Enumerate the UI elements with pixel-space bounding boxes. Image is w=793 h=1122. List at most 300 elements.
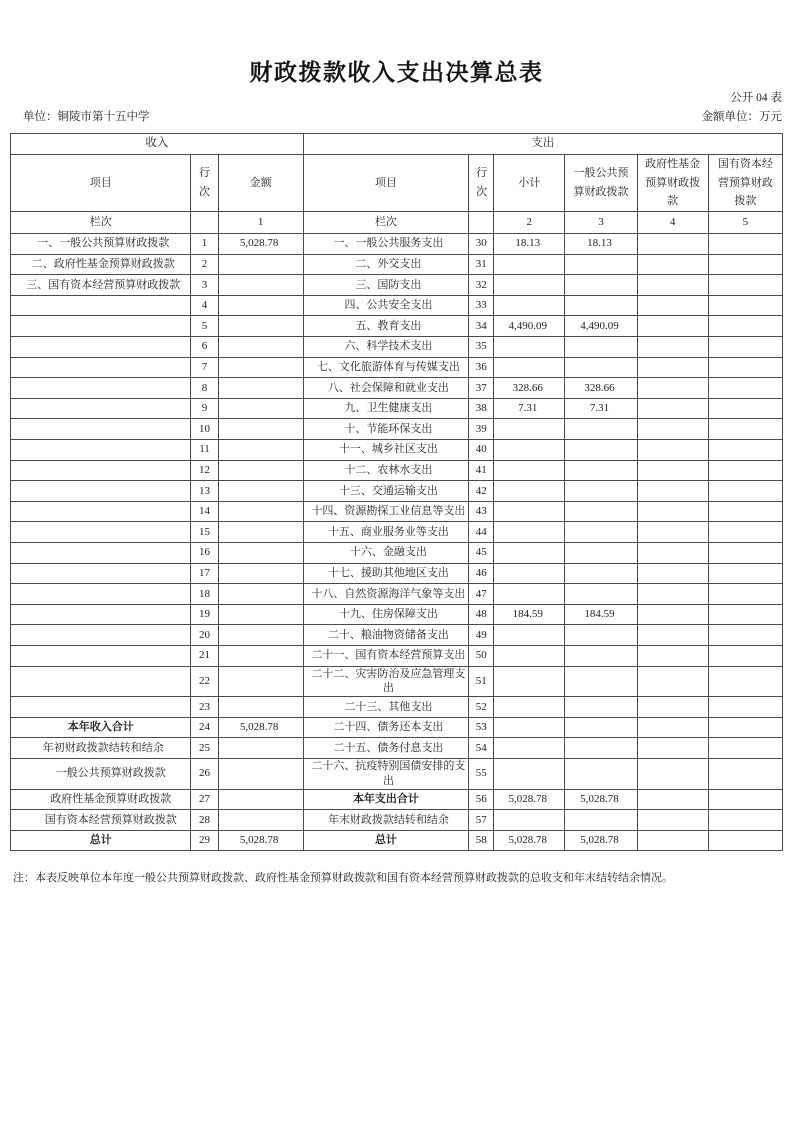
expense-govfund-cell (637, 254, 708, 275)
expense-general-cell (565, 810, 637, 831)
expense-item-cell: 五、教育支出 (303, 316, 468, 337)
income-item-cell: 年初财政拨款结转和结余 (11, 738, 191, 759)
income-line-cell: 14 (191, 501, 218, 522)
income-amount-cell (218, 563, 303, 584)
expense-subtotal-cell (494, 625, 565, 646)
income-amount-cell (218, 789, 303, 810)
income-line-cell: 27 (191, 789, 218, 810)
amount-unit-label: 金额单位：万元 (701, 111, 782, 123)
expense-general-cell: 7.31 (565, 398, 637, 419)
expense-subtotal-cell: 5,028.78 (494, 789, 565, 810)
expense-item-cell: 总计 (303, 830, 468, 851)
expense-lanci-statecap-index: 5 (708, 212, 782, 234)
income-item-cell (11, 419, 191, 440)
income-amount-cell (218, 759, 303, 790)
income-amount-cell (218, 604, 303, 625)
expense-general-cell (565, 501, 637, 522)
expense-govfund-cell (637, 563, 708, 584)
expense-govfund-cell (637, 419, 708, 440)
expense-item-cell: 十八、自然资源海洋气象等支出 (303, 584, 468, 605)
income-amount-cell (218, 440, 303, 461)
expense-govfund-cell (637, 316, 708, 337)
expense-general-cell (565, 645, 637, 666)
expense-line-cell: 50 (469, 645, 494, 666)
income-amount-cell: 5,028.78 (218, 717, 303, 738)
expense-statecap-cell (708, 275, 782, 296)
column-index-row (11, 212, 783, 234)
expense-govfund-cell (637, 460, 708, 481)
expense-item-cell: 二十三、其他支出 (303, 697, 468, 718)
expense-statecap-cell (708, 717, 782, 738)
table-row (11, 666, 783, 697)
income-amount-cell (218, 645, 303, 666)
expense-item-cell: 一、一般公共服务支出 (303, 234, 468, 255)
expense-line-cell: 30 (469, 234, 494, 255)
expense-statecap-cell (708, 460, 782, 481)
table-row (11, 460, 783, 481)
expense-subtotal-cell (494, 738, 565, 759)
expense-subtotal-cell: 18.13 (494, 234, 565, 255)
expense-item-cell: 十四、资源勘探工业信息等支出 (303, 501, 468, 522)
income-line-cell: 29 (191, 830, 218, 851)
expense-general-cell (565, 625, 637, 646)
expense-subtotal-cell (494, 697, 565, 718)
expense-statecap-cell (708, 810, 782, 831)
table-row (11, 759, 783, 790)
expense-line-cell: 36 (469, 357, 494, 378)
expense-line-cell: 49 (469, 625, 494, 646)
income-line-cell: 26 (191, 759, 218, 790)
expense-statecap-cell (708, 378, 782, 399)
table-row (11, 789, 783, 810)
expense-general-cell (565, 419, 637, 440)
col-header-expense-general: 一般公共预算财政拨款 (565, 155, 637, 212)
expense-general-cell: 328.66 (565, 378, 637, 399)
income-line-cell: 19 (191, 604, 218, 625)
income-item-cell (11, 604, 191, 625)
expense-general-cell (565, 542, 637, 563)
expense-item-cell: 二十一、国有资本经营预算支出 (303, 645, 468, 666)
col-header-expense-govfund: 政府性基金预算财政拨款 (637, 155, 708, 212)
income-amount-cell (218, 501, 303, 522)
expense-item-cell: 二十六、抗疫特别国债安排的支出 (303, 759, 468, 790)
income-item-cell: 国有资本经营预算财政拨款 (11, 810, 191, 831)
expense-govfund-cell (637, 295, 708, 316)
expense-govfund-cell (637, 666, 708, 697)
expense-govfund-cell (637, 337, 708, 358)
expense-statecap-cell (708, 481, 782, 502)
col-header-expense-item: 项目 (303, 155, 468, 212)
income-line-cell: 9 (191, 398, 218, 419)
income-section-header: 收入 (11, 134, 304, 155)
table-code-label: 公开 04 表 (730, 92, 782, 104)
income-item-cell (11, 697, 191, 718)
expense-subtotal-cell: 184.59 (494, 604, 565, 625)
expense-statecap-cell (708, 501, 782, 522)
expense-general-cell (565, 738, 637, 759)
table-row (11, 738, 783, 759)
expense-item-cell: 二十四、债务还本支出 (303, 717, 468, 738)
expense-general-cell (565, 460, 637, 481)
expense-govfund-cell (637, 440, 708, 461)
expense-subtotal-cell (494, 645, 565, 666)
expense-govfund-cell (637, 584, 708, 605)
income-amount-cell (218, 378, 303, 399)
income-item-cell (11, 316, 191, 337)
column-header-row (11, 155, 783, 212)
expense-govfund-cell (637, 542, 708, 563)
expense-general-cell: 4,490.09 (565, 316, 637, 337)
income-line-cell: 22 (191, 666, 218, 697)
income-line-cell: 25 (191, 738, 218, 759)
expense-statecap-cell (708, 542, 782, 563)
expense-general-cell: 5,028.78 (565, 789, 637, 810)
income-line-cell: 17 (191, 563, 218, 584)
income-line-cell: 15 (191, 522, 218, 543)
expense-govfund-cell (637, 501, 708, 522)
income-amount-cell (218, 357, 303, 378)
table-row (11, 275, 783, 296)
expense-item-cell: 二十五、债务付息支出 (303, 738, 468, 759)
expense-govfund-cell (637, 234, 708, 255)
income-amount-cell (218, 295, 303, 316)
table-row (11, 717, 783, 738)
table-row (11, 398, 783, 419)
expense-line-cell: 40 (469, 440, 494, 461)
expense-lanci-govfund-index: 4 (637, 212, 708, 234)
expense-statecap-cell (708, 625, 782, 646)
table-row (11, 295, 783, 316)
income-line-cell: 23 (191, 697, 218, 718)
income-line-cell: 5 (191, 316, 218, 337)
income-line-cell: 10 (191, 419, 218, 440)
expense-subtotal-cell (494, 666, 565, 697)
expense-line-cell: 31 (469, 254, 494, 275)
table-row (11, 697, 783, 718)
expense-statecap-cell (708, 419, 782, 440)
expense-line-cell: 44 (469, 522, 494, 543)
table-row (11, 337, 783, 358)
expense-subtotal-cell (494, 542, 565, 563)
expense-item-cell: 十五、商业服务业等支出 (303, 522, 468, 543)
expense-general-cell (565, 254, 637, 275)
expense-govfund-cell (637, 522, 708, 543)
table-row (11, 419, 783, 440)
expense-statecap-cell (708, 645, 782, 666)
income-amount-cell (218, 625, 303, 646)
expense-general-cell (565, 522, 637, 543)
expense-govfund-cell (637, 789, 708, 810)
income-amount-cell (218, 697, 303, 718)
table-row (11, 522, 783, 543)
income-amount-cell: 5,028.78 (218, 234, 303, 255)
income-amount-cell (218, 337, 303, 358)
income-item-cell (11, 378, 191, 399)
table-row (11, 378, 783, 399)
expense-subtotal-cell: 4,490.09 (494, 316, 565, 337)
expense-govfund-cell (637, 697, 708, 718)
income-item-cell (11, 337, 191, 358)
expense-line-cell: 57 (469, 810, 494, 831)
income-item-cell (11, 481, 191, 502)
income-line-cell: 11 (191, 440, 218, 461)
income-line-cell: 18 (191, 584, 218, 605)
expense-line-cell: 38 (469, 398, 494, 419)
table-row (11, 440, 783, 461)
expense-lanci-general-index: 3 (565, 212, 637, 234)
expense-line-cell: 34 (469, 316, 494, 337)
table-row (11, 254, 783, 275)
expense-item-cell: 二、外交支出 (303, 254, 468, 275)
table-row (11, 625, 783, 646)
income-line-cell: 12 (191, 460, 218, 481)
expense-line-cell: 58 (469, 830, 494, 851)
expense-line-cell: 32 (469, 275, 494, 296)
income-amount-cell (218, 254, 303, 275)
expense-subtotal-cell (494, 275, 565, 296)
expense-general-cell (565, 717, 637, 738)
section-header-row (11, 134, 783, 155)
income-amount-cell (218, 419, 303, 440)
expense-subtotal-cell (494, 717, 565, 738)
expense-subtotal-cell (494, 295, 565, 316)
footnote: 注：本表反映单位本年度一般公共预算财政拨款、政府性基金预算财政拨款和国有资本经营预算财政拨款的总收支和年末结转结余情况。 (13, 872, 673, 884)
expense-general-cell (565, 759, 637, 790)
income-item-cell: 二、政府性基金预算财政拨款 (11, 254, 191, 275)
expense-statecap-cell (708, 563, 782, 584)
expense-statecap-cell (708, 398, 782, 419)
expense-subtotal-cell: 328.66 (494, 378, 565, 399)
expense-statecap-cell (708, 440, 782, 461)
expense-line-cell: 41 (469, 460, 494, 481)
income-lanci-line-blank (191, 212, 218, 234)
table-row (11, 234, 783, 255)
expense-section-header: 支出 (303, 134, 782, 155)
income-item-cell: 一般公共预算财政拨款 (11, 759, 191, 790)
expense-statecap-cell (708, 789, 782, 810)
income-line-cell: 21 (191, 645, 218, 666)
expense-item-cell: 七、文化旅游体育与传媒支出 (303, 357, 468, 378)
expense-general-cell: 184.59 (565, 604, 637, 625)
expense-item-cell: 十三、交通运输支出 (303, 481, 468, 502)
expense-line-cell: 51 (469, 666, 494, 697)
income-line-cell: 2 (191, 254, 218, 275)
expense-subtotal-cell (494, 481, 565, 502)
expense-subtotal-cell (494, 759, 565, 790)
expense-item-cell: 十二、农林水支出 (303, 460, 468, 481)
expense-govfund-cell (637, 481, 708, 502)
expense-general-cell (565, 357, 637, 378)
income-item-cell (11, 501, 191, 522)
expense-item-cell: 九、卫生健康支出 (303, 398, 468, 419)
expense-line-cell: 39 (469, 419, 494, 440)
income-item-cell (11, 522, 191, 543)
expense-lanci-label: 栏次 (303, 212, 468, 234)
col-header-expense-statecap: 国有资本经营预算财政拨款 (708, 155, 782, 212)
col-header-income-item: 项目 (11, 155, 191, 212)
income-amount-cell (218, 316, 303, 337)
income-item-cell (11, 542, 191, 563)
income-item-cell (11, 440, 191, 461)
income-amount-cell (218, 738, 303, 759)
income-line-cell: 4 (191, 295, 218, 316)
expense-statecap-cell (708, 584, 782, 605)
expense-govfund-cell (637, 717, 708, 738)
income-amount-cell (218, 275, 303, 296)
expense-subtotal-cell (494, 419, 565, 440)
expense-subtotal-cell: 5,028.78 (494, 830, 565, 851)
col-header-expense-subtotal: 小计 (494, 155, 565, 212)
expense-govfund-cell (637, 625, 708, 646)
meta-row (23, 108, 782, 124)
expense-govfund-cell (637, 378, 708, 399)
income-line-cell: 16 (191, 542, 218, 563)
expense-subtotal-cell (494, 522, 565, 543)
table-row (11, 481, 783, 502)
expense-govfund-cell (637, 398, 708, 419)
table-row (11, 830, 783, 851)
expense-line-cell: 52 (469, 697, 494, 718)
income-item-cell (11, 645, 191, 666)
expense-item-cell: 二十、粮油物资储备支出 (303, 625, 468, 646)
table-row (11, 604, 783, 625)
expense-item-cell: 十六、金融支出 (303, 542, 468, 563)
table-row (11, 357, 783, 378)
expense-line-cell: 47 (469, 584, 494, 605)
income-item-cell: 一、一般公共预算财政拨款 (11, 234, 191, 255)
income-item-cell (11, 357, 191, 378)
table-row (11, 563, 783, 584)
expense-line-cell: 54 (469, 738, 494, 759)
income-item-cell (11, 666, 191, 697)
expense-statecap-cell (708, 604, 782, 625)
expense-subtotal-cell: 7.31 (494, 398, 565, 419)
income-item-cell (11, 295, 191, 316)
expense-general-cell (565, 666, 637, 697)
expense-general-cell: 5,028.78 (565, 830, 637, 851)
expense-item-cell: 八、社会保障和就业支出 (303, 378, 468, 399)
expense-general-cell (565, 440, 637, 461)
table-row (11, 501, 783, 522)
income-line-cell: 6 (191, 337, 218, 358)
income-item-cell: 本年收入合计 (11, 717, 191, 738)
income-item-cell (11, 584, 191, 605)
expense-line-cell: 55 (469, 759, 494, 790)
expense-general-cell (565, 697, 637, 718)
expense-line-cell: 43 (469, 501, 494, 522)
expense-item-cell: 二十二、灾害防治及应急管理支出 (303, 666, 468, 697)
expense-govfund-cell (637, 810, 708, 831)
income-lanci-label: 栏次 (11, 212, 191, 234)
expense-line-cell: 45 (469, 542, 494, 563)
expense-subtotal-cell (494, 440, 565, 461)
expense-govfund-cell (637, 738, 708, 759)
table-row (11, 542, 783, 563)
expense-line-cell: 56 (469, 789, 494, 810)
expense-subtotal-cell (494, 501, 565, 522)
expense-subtotal-cell (494, 584, 565, 605)
income-amount-cell (218, 666, 303, 697)
expense-govfund-cell (637, 830, 708, 851)
expense-item-cell: 四、公共安全支出 (303, 295, 468, 316)
expense-subtotal-cell (494, 357, 565, 378)
table-row (11, 810, 783, 831)
expense-statecap-cell (708, 738, 782, 759)
expense-line-cell: 37 (469, 378, 494, 399)
expense-line-cell: 46 (469, 563, 494, 584)
expense-statecap-cell (708, 357, 782, 378)
income-amount-cell (218, 542, 303, 563)
income-item-cell: 政府性基金预算财政拨款 (11, 789, 191, 810)
income-item-cell (11, 460, 191, 481)
expense-item-cell: 六、科学技术支出 (303, 337, 468, 358)
fiscal-appropriation-table (10, 133, 783, 851)
col-header-income-amount: 金额 (218, 155, 303, 212)
expense-statecap-cell (708, 522, 782, 543)
col-header-income-line: 行次 (191, 155, 218, 212)
expense-item-cell: 十一、城乡社区支出 (303, 440, 468, 461)
expense-statecap-cell (708, 697, 782, 718)
expense-statecap-cell (708, 337, 782, 358)
expense-lanci-line-blank (469, 212, 494, 234)
income-amount-cell (218, 810, 303, 831)
income-line-cell: 28 (191, 810, 218, 831)
expense-line-cell: 35 (469, 337, 494, 358)
income-line-cell: 13 (191, 481, 218, 502)
expense-govfund-cell (637, 604, 708, 625)
expense-general-cell (565, 275, 637, 296)
expense-item-cell: 年末财政拨款结转和结余 (303, 810, 468, 831)
income-line-cell: 8 (191, 378, 218, 399)
income-item-cell: 总计 (11, 830, 191, 851)
income-item-cell (11, 398, 191, 419)
expense-item-cell: 十、节能环保支出 (303, 419, 468, 440)
table-row (11, 584, 783, 605)
expense-statecap-cell (708, 234, 782, 255)
expense-govfund-cell (637, 275, 708, 296)
expense-subtotal-cell (494, 254, 565, 275)
income-line-cell: 7 (191, 357, 218, 378)
income-item-cell (11, 625, 191, 646)
expense-general-cell (565, 337, 637, 358)
income-amount-cell (218, 481, 303, 502)
income-line-cell: 24 (191, 717, 218, 738)
table-row (11, 316, 783, 337)
expense-subtotal-cell (494, 563, 565, 584)
expense-subtotal-cell (494, 810, 565, 831)
col-header-expense-line: 行次 (469, 155, 494, 212)
expense-statecap-cell (708, 316, 782, 337)
income-item-cell: 三、国有资本经营预算财政拨款 (11, 275, 191, 296)
income-amount-cell (218, 398, 303, 419)
expense-govfund-cell (637, 357, 708, 378)
expense-general-cell: 18.13 (565, 234, 637, 255)
income-amount-cell: 5,028.78 (218, 830, 303, 851)
income-line-cell: 20 (191, 625, 218, 646)
expense-statecap-cell (708, 295, 782, 316)
expense-statecap-cell (708, 759, 782, 790)
income-amount-cell (218, 460, 303, 481)
income-lanci-amount-index: 1 (218, 212, 303, 234)
expense-line-cell: 53 (469, 717, 494, 738)
expense-govfund-cell (637, 759, 708, 790)
expense-line-cell: 48 (469, 604, 494, 625)
table-row (11, 645, 783, 666)
expense-general-cell (565, 563, 637, 584)
expense-item-cell: 十七、援助其他地区支出 (303, 563, 468, 584)
expense-line-cell: 33 (469, 295, 494, 316)
page-title: 财政拨款收入支出决算总表 (249, 59, 544, 85)
